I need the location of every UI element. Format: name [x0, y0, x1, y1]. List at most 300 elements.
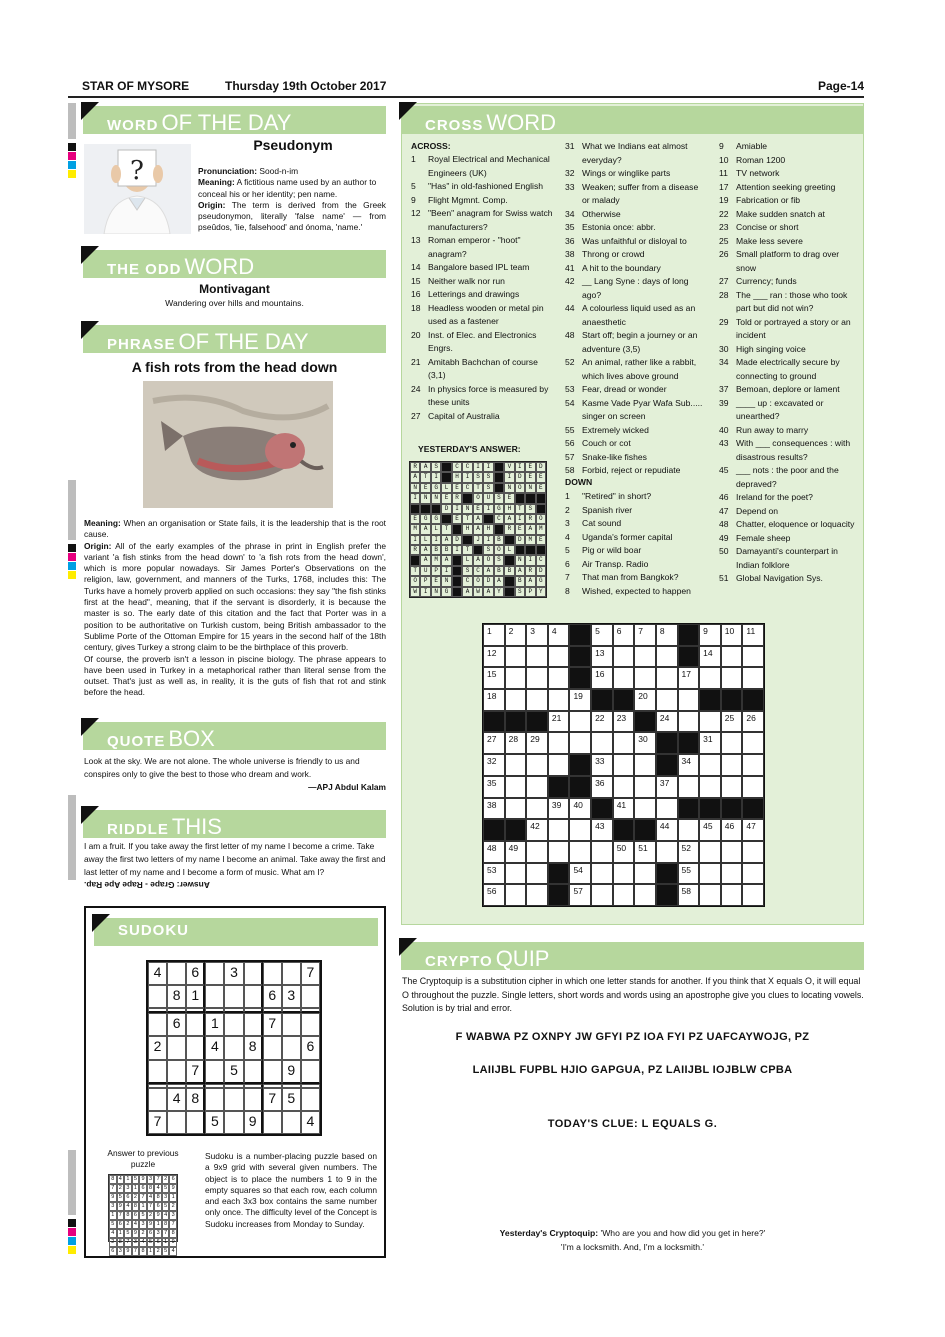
answer-cell: D — [515, 472, 525, 482]
black-square — [525, 545, 535, 555]
sudoku-cell[interactable]: 1 — [186, 985, 205, 1008]
crossword-cell[interactable] — [505, 646, 527, 668]
clue-number: 46 — [719, 492, 729, 502]
crossword-cell[interactable] — [656, 841, 678, 863]
sudoku-cell[interactable] — [205, 1088, 224, 1111]
sudoku-cell[interactable]: 9 — [282, 1060, 301, 1084]
crossword-cell[interactable] — [613, 667, 635, 689]
clue-text: Letterings and drawings — [428, 289, 520, 299]
sudoku-cell[interactable] — [263, 962, 282, 985]
sudoku-cell[interactable]: 7 — [148, 1111, 167, 1134]
clue-number: 56 — [565, 438, 575, 448]
crossword-cell[interactable] — [505, 884, 527, 906]
crossword-cell[interactable] — [634, 667, 656, 689]
sudoku-cell[interactable] — [205, 1060, 224, 1084]
black-square — [569, 776, 591, 798]
clue-text: Spanish river — [582, 504, 633, 515]
crossword-cell[interactable] — [591, 732, 613, 754]
crossword-cell[interactable]: 51 — [634, 841, 656, 863]
sudoku-cell[interactable] — [205, 985, 224, 1008]
crossword-cell[interactable]: 3 — [526, 624, 548, 646]
word-of-day-header: WORD OF THE DAY — [83, 106, 386, 134]
sudoku-cell[interactable]: 7 — [186, 1060, 205, 1084]
sudoku-cell[interactable]: 5 — [282, 1088, 301, 1111]
crossword-cell[interactable]: 1 — [483, 624, 505, 646]
crossword-cell[interactable]: 14 — [699, 646, 721, 668]
prev-sudoku-cell: 6 — [132, 1211, 140, 1220]
crossword-cell[interactable]: 8 — [656, 624, 678, 646]
crossword-cell[interactable] — [613, 732, 635, 754]
crossword-cell[interactable] — [742, 841, 764, 863]
crossword-cell[interactable]: 20 — [634, 689, 656, 711]
answer-cell: J — [473, 535, 483, 545]
crossword-cell[interactable] — [591, 884, 613, 906]
sudoku-cell[interactable] — [301, 985, 320, 1008]
crossword-cell[interactable]: 12 — [483, 646, 505, 668]
clue-text: An animal, rather like a rabbit, which lives above ground — [582, 357, 697, 381]
sudoku-cell[interactable] — [167, 1111, 186, 1134]
answer-cell: A — [410, 472, 420, 482]
clue-item — [719, 505, 859, 519]
crossword-cell[interactable]: 26 — [742, 711, 764, 733]
black-square — [742, 689, 764, 711]
clue-item — [565, 397, 707, 424]
crossword-cell[interactable]: 39 — [548, 798, 570, 820]
crossword-grid — [482, 623, 765, 907]
black-square — [536, 504, 546, 514]
answer-cell: C — [462, 462, 472, 472]
crossword-cell[interactable]: 23 — [613, 711, 635, 733]
crossword-cell[interactable]: 27 — [483, 732, 505, 754]
sudoku-cell[interactable]: 1 — [205, 1013, 224, 1036]
sudoku-cell[interactable] — [167, 1036, 186, 1059]
crossword-cell[interactable]: 25 — [721, 711, 743, 733]
crossword-cell[interactable] — [721, 863, 743, 885]
clue-item — [719, 424, 859, 438]
clue-item — [719, 397, 859, 424]
crossword-cell[interactable]: 21 — [548, 711, 570, 733]
crossword-cell[interactable] — [699, 884, 721, 906]
crossword-cell[interactable] — [699, 754, 721, 776]
answer-cell: N — [431, 587, 441, 597]
crossword-cell[interactable] — [613, 754, 635, 776]
answer-cell: I — [420, 587, 430, 597]
prev-sudoku-cell: 8 — [162, 1220, 170, 1229]
crossword-cell[interactable] — [634, 776, 656, 798]
prev-sudoku-cell: 2 — [124, 1220, 132, 1229]
crossword-cell[interactable] — [699, 711, 721, 733]
crossword-cell[interactable] — [721, 732, 743, 754]
crossword-cell[interactable] — [613, 884, 635, 906]
sudoku-cell[interactable]: 8 — [186, 1088, 205, 1111]
crossword-cell[interactable] — [591, 863, 613, 885]
crossword-cell[interactable]: 47 — [742, 819, 764, 841]
sudoku-cell[interactable]: 8 — [244, 1036, 263, 1059]
answer-cell: O — [410, 576, 420, 586]
answer-cell: R — [410, 462, 420, 472]
sudoku-cell[interactable] — [205, 962, 224, 985]
crossword-cell[interactable]: 45 — [699, 819, 721, 841]
crossword-cell[interactable]: 58 — [678, 884, 700, 906]
clue-text: Flight Mgmnt. Comp. — [428, 194, 508, 205]
clue-text: Wings or winglike parts — [582, 168, 671, 178]
crossword-cell[interactable] — [742, 667, 764, 689]
sudoku-cell[interactable]: 6 — [167, 1013, 186, 1036]
sudoku-cell[interactable] — [186, 1111, 205, 1134]
crossword-cell[interactable] — [699, 841, 721, 863]
crossword-cell[interactable]: 22 — [591, 711, 613, 733]
crossword-cell[interactable]: 40 — [569, 798, 591, 820]
prev-sudoku-cell: 1 — [109, 1211, 117, 1220]
crossword-cell[interactable] — [678, 711, 700, 733]
black-square — [613, 819, 635, 841]
crossword-cell[interactable] — [634, 863, 656, 885]
crossword-cell[interactable] — [742, 754, 764, 776]
sudoku-cell[interactable]: 4 — [148, 962, 167, 985]
answer-cell: E — [410, 514, 420, 524]
crossword-cell[interactable] — [656, 667, 678, 689]
crossword-cell[interactable]: 34 — [678, 754, 700, 776]
sudoku-cell[interactable] — [263, 1060, 282, 1084]
crossword-cell[interactable] — [591, 841, 613, 863]
answer-cell: R — [525, 514, 535, 524]
clue-text: Ireland for the poet? — [736, 492, 813, 502]
crossword-cell[interactable]: 36 — [591, 776, 613, 798]
crossword-cell[interactable] — [656, 646, 678, 668]
answer-cell: N — [431, 493, 441, 503]
sudoku-cell[interactable] — [282, 1013, 301, 1036]
sudoku-cell[interactable]: 5 — [224, 1060, 243, 1084]
crossword-cell[interactable]: 19 — [569, 689, 591, 711]
down-clues-col2 — [565, 490, 707, 598]
answer-cell: O — [473, 576, 483, 586]
sudoku-cell[interactable]: 6 — [186, 962, 205, 985]
clue-number: 48 — [719, 519, 729, 529]
crossword-cell[interactable]: 35 — [483, 776, 505, 798]
black-square — [431, 504, 441, 514]
clue-number: 29 — [719, 316, 729, 327]
sudoku-cell[interactable] — [186, 1013, 205, 1036]
crossword-cell[interactable] — [721, 884, 743, 906]
black-square — [504, 587, 514, 597]
clue-number: 11 — [719, 168, 728, 178]
crossword-cell[interactable]: 6 — [613, 624, 635, 646]
crossword-cell[interactable] — [721, 776, 743, 798]
crossword-cell[interactable]: 48 — [483, 841, 505, 863]
answer-cell: A — [515, 566, 525, 576]
prev-sudoku-cell: 1 — [169, 1193, 177, 1202]
crossword-cell[interactable] — [742, 884, 764, 906]
answer-cell: E — [441, 493, 451, 503]
crossword-cell[interactable]: 50 — [613, 841, 635, 863]
clue-item — [565, 275, 707, 302]
clue-text: ___ nots : the poor and the depraved? — [736, 465, 839, 489]
crossword-cell[interactable] — [526, 841, 548, 863]
crossword-cell[interactable] — [699, 667, 721, 689]
sudoku-cell[interactable]: 3 — [282, 985, 301, 1008]
crossword-cell[interactable]: 9 — [699, 624, 721, 646]
clue-item — [411, 234, 554, 261]
clue-text: Amiable — [736, 141, 768, 151]
crossword-cell[interactable]: 44 — [656, 819, 678, 841]
crossword-cell[interactable] — [721, 667, 743, 689]
answer-cell: P — [431, 566, 441, 576]
clue-number: 18 — [411, 302, 421, 313]
crossword-cell[interactable]: 46 — [721, 819, 743, 841]
answer-cell: S — [483, 545, 493, 555]
crossword-cell[interactable] — [634, 884, 656, 906]
black-square — [483, 819, 505, 841]
crossword-cell[interactable]: 28 — [505, 732, 527, 754]
clue-number: 26 — [719, 249, 729, 259]
black-square — [721, 689, 743, 711]
prev-sudoku-cell: 1 — [139, 1202, 147, 1211]
crossword-cell[interactable] — [548, 689, 570, 711]
crossword-cell[interactable] — [548, 732, 570, 754]
sudoku-cell[interactable]: 4 — [205, 1036, 224, 1059]
black-square — [494, 524, 504, 534]
crossword-cell[interactable]: 7 — [634, 624, 656, 646]
sudoku-cell[interactable] — [224, 1088, 243, 1111]
sudoku-cell[interactable] — [301, 1060, 320, 1084]
prev-sudoku-cell: 4 — [132, 1220, 140, 1229]
sudoku-cell[interactable] — [244, 1088, 263, 1111]
crossword-cell[interactable] — [613, 776, 635, 798]
crossword-cell[interactable] — [526, 667, 548, 689]
crossword-cell[interactable] — [569, 841, 591, 863]
color-mark — [68, 1228, 76, 1236]
crossword-cell[interactable] — [742, 732, 764, 754]
crossword-cell[interactable]: 29 — [526, 732, 548, 754]
sudoku-cell[interactable] — [263, 1036, 282, 1059]
clue-text: Extremely wicked — [582, 424, 649, 435]
crossword-cell[interactable] — [526, 776, 548, 798]
crossword-cell[interactable] — [526, 646, 548, 668]
crossword-cell[interactable] — [721, 754, 743, 776]
clue-text: Capital of Australia — [428, 410, 500, 421]
crossword-cell[interactable]: 17 — [678, 667, 700, 689]
sudoku-cell[interactable] — [167, 1060, 186, 1084]
clue-text: Damayanti's counterpart in Indian folklore — [736, 546, 838, 570]
crossword-cell[interactable] — [505, 667, 527, 689]
crossword-cell[interactable] — [569, 819, 591, 841]
crossword-cell[interactable] — [548, 754, 570, 776]
crossword-cell[interactable] — [505, 863, 527, 885]
crossword-cell[interactable]: 37 — [656, 776, 678, 798]
sudoku-cell[interactable] — [244, 962, 263, 985]
crossword-cell[interactable]: 33 — [591, 754, 613, 776]
sudoku-cell[interactable]: 8 — [167, 985, 186, 1008]
clue-text: Small platform to drag over snow — [736, 249, 840, 273]
crossword-cell[interactable] — [569, 732, 591, 754]
crossword-cell[interactable] — [505, 776, 527, 798]
clue-text: What we Indians eat almost everyday? — [582, 141, 688, 165]
crossword-cell[interactable]: 55 — [678, 863, 700, 885]
sudoku-cell[interactable]: 9 — [244, 1111, 263, 1134]
sudoku-cell[interactable]: 5 — [205, 1111, 224, 1134]
sudoku-cell[interactable] — [148, 985, 167, 1008]
sudoku-cell[interactable] — [244, 985, 263, 1008]
clue-item — [565, 451, 707, 465]
black-square — [410, 555, 420, 565]
crossword-cell[interactable] — [526, 884, 548, 906]
crossword-cell[interactable]: 31 — [699, 732, 721, 754]
sudoku-cell[interactable] — [224, 1013, 243, 1036]
crossword-cell[interactable]: 4 — [548, 624, 570, 646]
sudoku-cell[interactable] — [224, 1036, 243, 1059]
sudoku-cell[interactable]: 7 — [301, 962, 320, 985]
black-square — [504, 555, 514, 565]
crossword-cell[interactable]: 53 — [483, 863, 505, 885]
crossword-cell[interactable] — [634, 798, 656, 820]
prev-sudoku-cell: 5 — [109, 1220, 117, 1229]
black-square — [678, 732, 700, 754]
crossword-header: CROSS WORD — [401, 106, 864, 134]
answer-cell: E — [525, 472, 535, 482]
crossword-cell[interactable]: 24 — [656, 711, 678, 733]
sudoku-cell[interactable] — [244, 1013, 263, 1036]
prev-sudoku-cell: 6 — [109, 1247, 117, 1256]
crossword-cell[interactable] — [526, 798, 548, 820]
crossword-cell[interactable] — [634, 754, 656, 776]
sudoku-cell[interactable] — [282, 1036, 301, 1059]
crossword-cell[interactable] — [548, 646, 570, 668]
sudoku-cell[interactable] — [148, 1060, 167, 1084]
sudoku-cell[interactable] — [282, 962, 301, 985]
sudoku-cell[interactable] — [301, 1088, 320, 1111]
crossword-cell[interactable] — [505, 798, 527, 820]
answer-cell: O — [536, 514, 546, 524]
sudoku-cell[interactable] — [224, 985, 243, 1008]
crossword-cell[interactable]: 56 — [483, 884, 505, 906]
crossword-cell[interactable] — [678, 819, 700, 841]
crossword-cell[interactable]: 42 — [526, 819, 548, 841]
sudoku-cell[interactable] — [301, 1013, 320, 1036]
clue-item — [565, 571, 707, 585]
crossword-cell[interactable] — [678, 689, 700, 711]
crossword-cell[interactable] — [656, 689, 678, 711]
crossword-cell[interactable] — [721, 841, 743, 863]
sudoku-cell[interactable]: 7 — [263, 1088, 282, 1111]
sudoku-cell[interactable] — [224, 1111, 243, 1134]
clue-number: 55 — [565, 424, 575, 435]
prev-sudoku-cell: 9 — [132, 1229, 140, 1238]
crossword-cell[interactable]: 57 — [569, 884, 591, 906]
sudoku-cell[interactable]: 7 — [263, 1013, 282, 1036]
sudoku-cell[interactable] — [244, 1060, 263, 1084]
answer-cell: M — [431, 555, 441, 565]
crossword-cell[interactable] — [526, 754, 548, 776]
crossword-cell[interactable] — [569, 711, 591, 733]
crossword-cell[interactable] — [678, 776, 700, 798]
crossword-cell[interactable] — [548, 819, 570, 841]
crossword-cell[interactable]: 18 — [483, 689, 505, 711]
crossword-cell[interactable]: 43 — [591, 819, 613, 841]
prev-sudoku-cell: 5 — [139, 1211, 147, 1220]
crossword-cell[interactable] — [548, 667, 570, 689]
sudoku-cell[interactable]: 3 — [224, 962, 243, 985]
sudoku-cell[interactable]: 6 — [301, 1036, 320, 1059]
clue-number: 45 — [719, 465, 729, 475]
clue-number: 30 — [719, 343, 729, 354]
answer-cell: G — [494, 504, 504, 514]
answer-cell: S — [525, 504, 535, 514]
prev-sudoku-cell: 2 — [132, 1193, 140, 1202]
crossword-cell[interactable]: 13 — [591, 646, 613, 668]
black-square — [656, 884, 678, 906]
sudoku-cell[interactable]: 4 — [301, 1111, 320, 1134]
crossword-cell[interactable] — [505, 689, 527, 711]
black-square — [452, 587, 462, 597]
clue-text: Neither walk nor run — [428, 275, 505, 286]
crossword-cell[interactable] — [699, 776, 721, 798]
answer-cell: L — [504, 545, 514, 555]
crossword-cell[interactable]: 16 — [591, 667, 613, 689]
clue-item — [565, 329, 707, 356]
crossword-cell[interactable] — [526, 863, 548, 885]
prev-sudoku-cell: 1 — [132, 1184, 140, 1193]
sudoku-cell[interactable]: 2 — [148, 1036, 167, 1059]
crossword-cell[interactable]: 2 — [505, 624, 527, 646]
clue-number: 25 — [719, 235, 729, 246]
clue-text: "Has" in old-fashioned English — [428, 181, 544, 191]
crossword-cell[interactable] — [721, 646, 743, 668]
clue-item — [719, 383, 859, 397]
prev-sudoku-cell: 7 — [147, 1202, 155, 1211]
crossword-cell[interactable] — [505, 754, 527, 776]
crossword-cell[interactable] — [634, 646, 656, 668]
prev-sudoku-cell: 3 — [162, 1193, 170, 1202]
crossword-cell[interactable] — [656, 798, 678, 820]
crossword-cell[interactable] — [526, 689, 548, 711]
sudoku-cell[interactable] — [263, 1111, 282, 1134]
crossword-cell[interactable] — [699, 863, 721, 885]
crossword-cell[interactable]: 54 — [569, 863, 591, 885]
crossword-cell[interactable] — [742, 646, 764, 668]
crossword-cell[interactable]: 52 — [678, 841, 700, 863]
answer-cell: A — [420, 462, 430, 472]
clue-number: 40 — [719, 424, 729, 435]
crossword-cell[interactable] — [548, 841, 570, 863]
crossword-cell[interactable] — [613, 646, 635, 668]
answer-cell: E — [431, 576, 441, 586]
sudoku-cell[interactable] — [167, 962, 186, 985]
crossword-cell[interactable]: 15 — [483, 667, 505, 689]
clue-number: 7 — [565, 572, 570, 582]
sudoku-cell[interactable]: 6 — [263, 985, 282, 1008]
sudoku-cell[interactable] — [282, 1111, 301, 1134]
sudoku-cell[interactable]: 4 — [167, 1088, 186, 1111]
crossword-cell[interactable]: 5 — [591, 624, 613, 646]
crossword-cell[interactable]: 11 — [742, 624, 764, 646]
crossword-cell[interactable]: 30 — [634, 732, 656, 754]
answer-cell: A — [420, 545, 430, 555]
cryptoquip-intro: The Cryptoquip is a substitution cipher in which one letter stands for another. If you think that X equals O, it will equal O throughout the puzzle. Single letters, short words and words using an apostrophe give you clues to locating vowels. Solution is by trial and error. — [402, 976, 864, 1013]
crossword-cell[interactable]: 10 — [721, 624, 743, 646]
crossword-cell[interactable]: 41 — [613, 798, 635, 820]
clue-number: 34 — [719, 357, 729, 367]
crossword-cell[interactable] — [742, 776, 764, 798]
crossword-cell[interactable]: 38 — [483, 798, 505, 820]
prev-sudoku-cell: 1 — [154, 1220, 162, 1229]
sudoku-cell[interactable] — [148, 1088, 167, 1111]
crossword-cell[interactable] — [613, 863, 635, 885]
sudoku-cell[interactable] — [186, 1036, 205, 1059]
crossword-cell[interactable] — [742, 863, 764, 885]
crossword-cell[interactable]: 32 — [483, 754, 505, 776]
crossword-cell[interactable]: 49 — [505, 841, 527, 863]
sudoku-cell[interactable] — [148, 1013, 167, 1036]
